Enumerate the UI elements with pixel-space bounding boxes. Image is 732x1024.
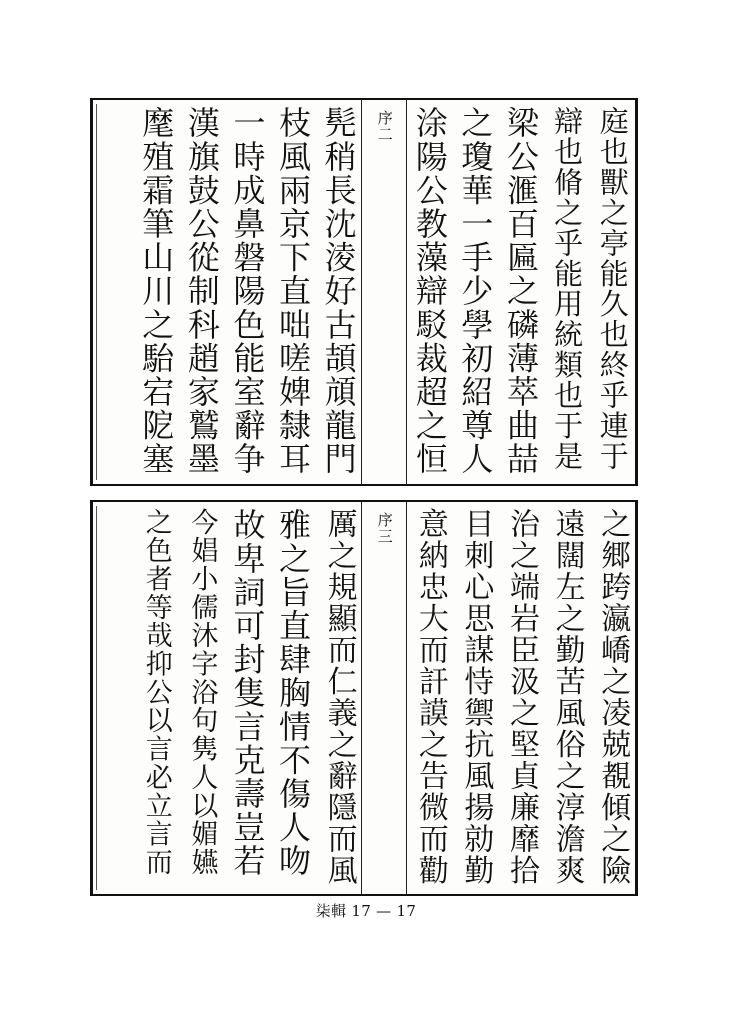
column-text: 今娼小儒沐字浴句隽人以媚嬿 — [186, 508, 218, 877]
text-column — [498, 100, 544, 484]
column-text: 髡稍長沈淩好古頡頏龍門 — [319, 106, 358, 476]
column-text: 雅之旨直肆胸情不傷人吻 — [274, 508, 313, 878]
page-footer: 柒輯 17 — 17 — [315, 902, 417, 920]
text-column — [453, 100, 499, 484]
column-text: 梁公滙百匾之磷薄萃曲喆 — [502, 106, 541, 476]
text-column — [589, 502, 635, 894]
column-text: 一時成鼻磐陽色能室辭争 — [228, 106, 267, 476]
text-column — [316, 100, 362, 484]
text-column — [544, 100, 590, 484]
bottom-text-panel — [90, 500, 638, 896]
text-column — [407, 100, 453, 484]
bottom-columns — [93, 502, 635, 894]
text-column — [270, 502, 316, 894]
text-column — [225, 502, 271, 894]
text-column — [179, 502, 225, 894]
column-text: 厲之規顯而仁義之辭隱而風 — [321, 508, 357, 886]
column-text: 涂陽公教藻辯駁裁超之恒 — [410, 106, 449, 476]
column-text: 漢旗鼓公從制科趙家鷲墨 — [182, 106, 221, 476]
column-text: 治之端岩臣汲之堅貞廉靡拾 — [504, 508, 540, 886]
text-column — [544, 502, 590, 894]
column-text: 庭也獸之亭能久也終乎連于 — [595, 106, 630, 472]
text-column — [498, 502, 544, 894]
section-label-column — [361, 502, 407, 894]
text-column — [453, 502, 499, 894]
text-column — [407, 502, 453, 894]
column-text: 枝風兩京下直咄嗟婢隸耳 — [274, 106, 313, 476]
column-text: 遠闊左之勤苦風俗之淳澹爽 — [549, 508, 585, 886]
column-text: 辯也脩之乎能用統類也于是 — [550, 106, 585, 472]
column-text: 目刺心思謀恃禦抗風揚勍勤 — [458, 508, 494, 886]
section-label: 序二 — [375, 110, 394, 143]
column-text: 之瓊華一手少學初紹尊人 — [456, 106, 495, 476]
text-column — [270, 100, 316, 484]
column-text: 之郷跨瀛嶠之凌兢覩傾之險 — [595, 508, 631, 886]
top-text-panel — [90, 98, 638, 486]
text-column — [589, 100, 635, 484]
text-column — [316, 502, 362, 894]
column-text: 意納忠大而訐謨之告微而勸 — [412, 508, 448, 886]
column-text: 之色者等哉抑公以言必立言而 — [140, 508, 172, 877]
text-column — [225, 100, 271, 484]
column-text: 故卑詞可封隻言克壽豈若 — [228, 508, 267, 878]
section-label-column — [361, 100, 407, 484]
text-column — [133, 100, 179, 484]
section-label: 序三 — [375, 512, 394, 545]
text-column — [133, 502, 179, 894]
text-column — [179, 100, 225, 484]
top-columns — [93, 100, 635, 484]
column-text: 麾殖霜筆山川之駘宕阸塞 — [137, 106, 176, 476]
